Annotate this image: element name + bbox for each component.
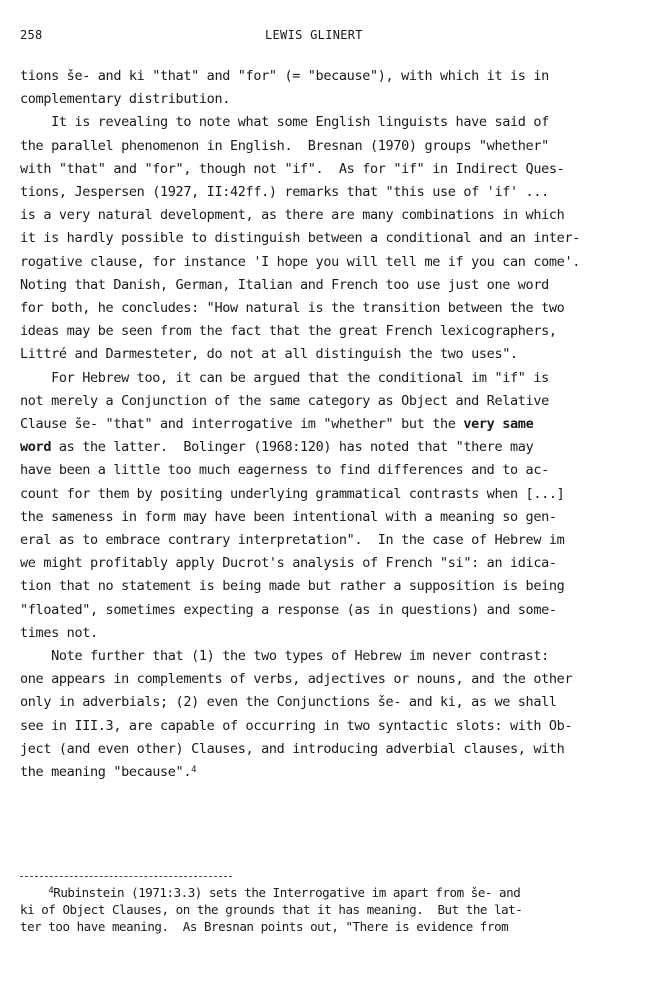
text-line: not merely a Conjunction of the same category as Object and Relative xyxy=(20,392,549,409)
text-line xyxy=(20,413,632,436)
text-line: one appears in complements of verbs, adjectives or nouns, and the other xyxy=(20,671,573,688)
text-line: complementary distribution. xyxy=(20,91,230,108)
text-line: Noting that Danish, German, Italian and French too use just one word xyxy=(20,276,549,293)
text-line: Note further that (1) the two types of Hebrew im never contrast: xyxy=(20,648,549,665)
footnote-rule xyxy=(20,876,232,877)
text-line: rogative clause, for instance 'I hope you will tell me if you can come'. xyxy=(20,253,580,270)
text-line: it is hardly possible to distinguish between a conditional and an inter- xyxy=(20,230,580,247)
footnote-line xyxy=(20,884,632,901)
body-text xyxy=(20,65,632,784)
text-segment: as the latter. Bolinger (1968:120) has noted that "there may xyxy=(51,439,534,456)
text-line: ject (and even other) Clauses, and introducing adverbial clauses, with xyxy=(20,740,565,757)
footnote-line: ter too have meaning. As Bresnan points out, "There is evidence from xyxy=(20,919,509,934)
footnote-line: ki of Object Clauses, on the grounds that it has meaning. But the lat- xyxy=(20,902,523,917)
text-line: with "that" and "for", though not "if". As for "if" in Indirect Ques- xyxy=(20,160,565,177)
footnote xyxy=(20,884,632,935)
text-line: is a very natural development, as there are many combinations in which xyxy=(20,207,565,224)
text-line: "floated", sometimes expecting a response (as in questions) and some- xyxy=(20,601,557,618)
text-line: have been a little too much eagerness to find differences and to ac- xyxy=(20,462,549,479)
text-line: we might profitably apply Ducrot's analysis of French "si": an idica- xyxy=(20,555,557,572)
running-head: LEWIS GLINERT xyxy=(265,28,363,42)
text-line: the parallel phenomenon in English. Bresnan (1970) groups "whether" xyxy=(20,137,549,154)
footnote-reference[interactable]: 4 xyxy=(191,765,197,776)
text-line: For Hebrew too, it can be argued that the conditional im "if" is xyxy=(20,369,549,386)
text-line: times not. xyxy=(20,624,98,641)
text-line: Littré and Darmesteter, do not at all distinguish the two uses". xyxy=(20,346,518,363)
text-line: see in III.3, are capable of occurring in two syntactic slots: with Ob- xyxy=(20,717,573,734)
bold-phrase: word xyxy=(20,439,52,456)
text-line: It is revealing to note what some English linguists have said of xyxy=(20,114,549,131)
text-segment: Clause še- "that" and interrogative im "whether" but the xyxy=(20,416,464,433)
footnote-text: Rubinstein (1971:3.3) sets the Interrogative im apart from še- and xyxy=(53,885,521,900)
text-line: only in adverbials; (2) even the Conjunctions še- and ki, as we shall xyxy=(20,694,557,711)
bold-phrase: very same xyxy=(463,416,534,433)
text-line xyxy=(20,436,632,459)
text-line: the sameness in form may have been intentional with a meaning so gen- xyxy=(20,508,557,525)
footnote-marker: 4 xyxy=(48,886,54,896)
text-line: count for them by positing underlying grammatical contrasts when [...] xyxy=(20,485,565,502)
page-number: 258 xyxy=(20,28,43,42)
text-line: for both, he concludes: "How natural is the transition between the two xyxy=(20,300,565,317)
text-line xyxy=(20,761,632,784)
text-segment: the meaning "because". xyxy=(20,764,192,781)
text-line: eral as to embrace contrary interpretation". In the case of Hebrew im xyxy=(20,532,565,549)
text-line: tions še- and ki "that" and "for" (= "because"), with which it is in xyxy=(20,68,549,84)
text-line: tions, Jespersen (1927, II:42ff.) remarks that "this use of 'if' ... xyxy=(20,184,549,201)
text-line: tion that no statement is being made but rather a supposition is being xyxy=(20,578,565,595)
text-line: ideas may be seen from the fact that the great French lexicographers, xyxy=(20,323,557,340)
